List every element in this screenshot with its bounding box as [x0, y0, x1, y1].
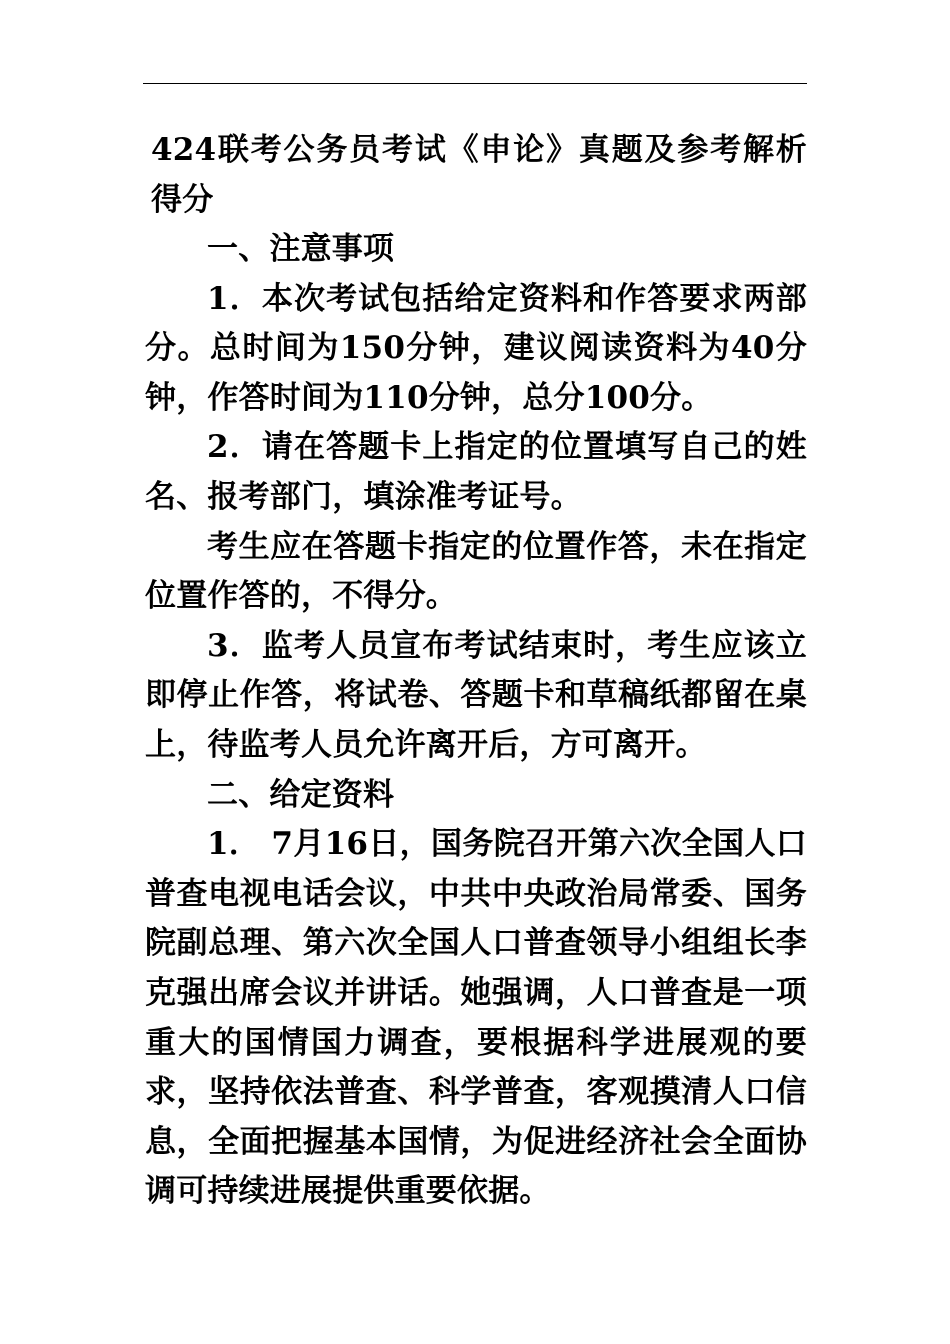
header-rule [143, 83, 807, 84]
section-heading-notes: 一、注意事项 [207, 231, 395, 267]
note-item-3: 3．监考人员宣布考试结束时，考生应该立即停止作答，将试卷、答题卡和草稿纸都留在桌上，待监考人员允许离开后，方可离开。 [145, 627, 807, 763]
material-item-1: 1． 7月16日，国务院召开第六次全国人口普查电视电话会议，中共中央政治局常委、国务院副总理、第六次全国人口普查领导小组组长李克强出席会议并讲话。她强调，人口普查是一项重大的国情国力调查，要根据科学进展观的要求，坚持依法普查、科学普查，客观摸清人口信息，全面把握基本国情，为促进经济社会全面协调可持续进展提供重要依据。 [145, 826, 807, 1210]
document-body [145, 125, 807, 1217]
section-heading-materials: 二、给定资料 [207, 776, 395, 813]
document-title: 424联考公务员考试《申论》真题及参考解析得分 [151, 132, 807, 218]
note-item-2-continued: 考生应在答题卡指定的位置作答，未在指定位置作答的，不得分。 [145, 528, 807, 615]
note-item-1: 1．本次考试包括给定资料和作答要求两部分。总时间为150分钟，建议阅读资料为40分钟，作答时间为110分钟，总分100分。 [145, 280, 807, 416]
note-item-2: 2．请在答题卡上指定的位置填写自己的姓名、报考部门，填涂准考证号。 [145, 429, 807, 515]
